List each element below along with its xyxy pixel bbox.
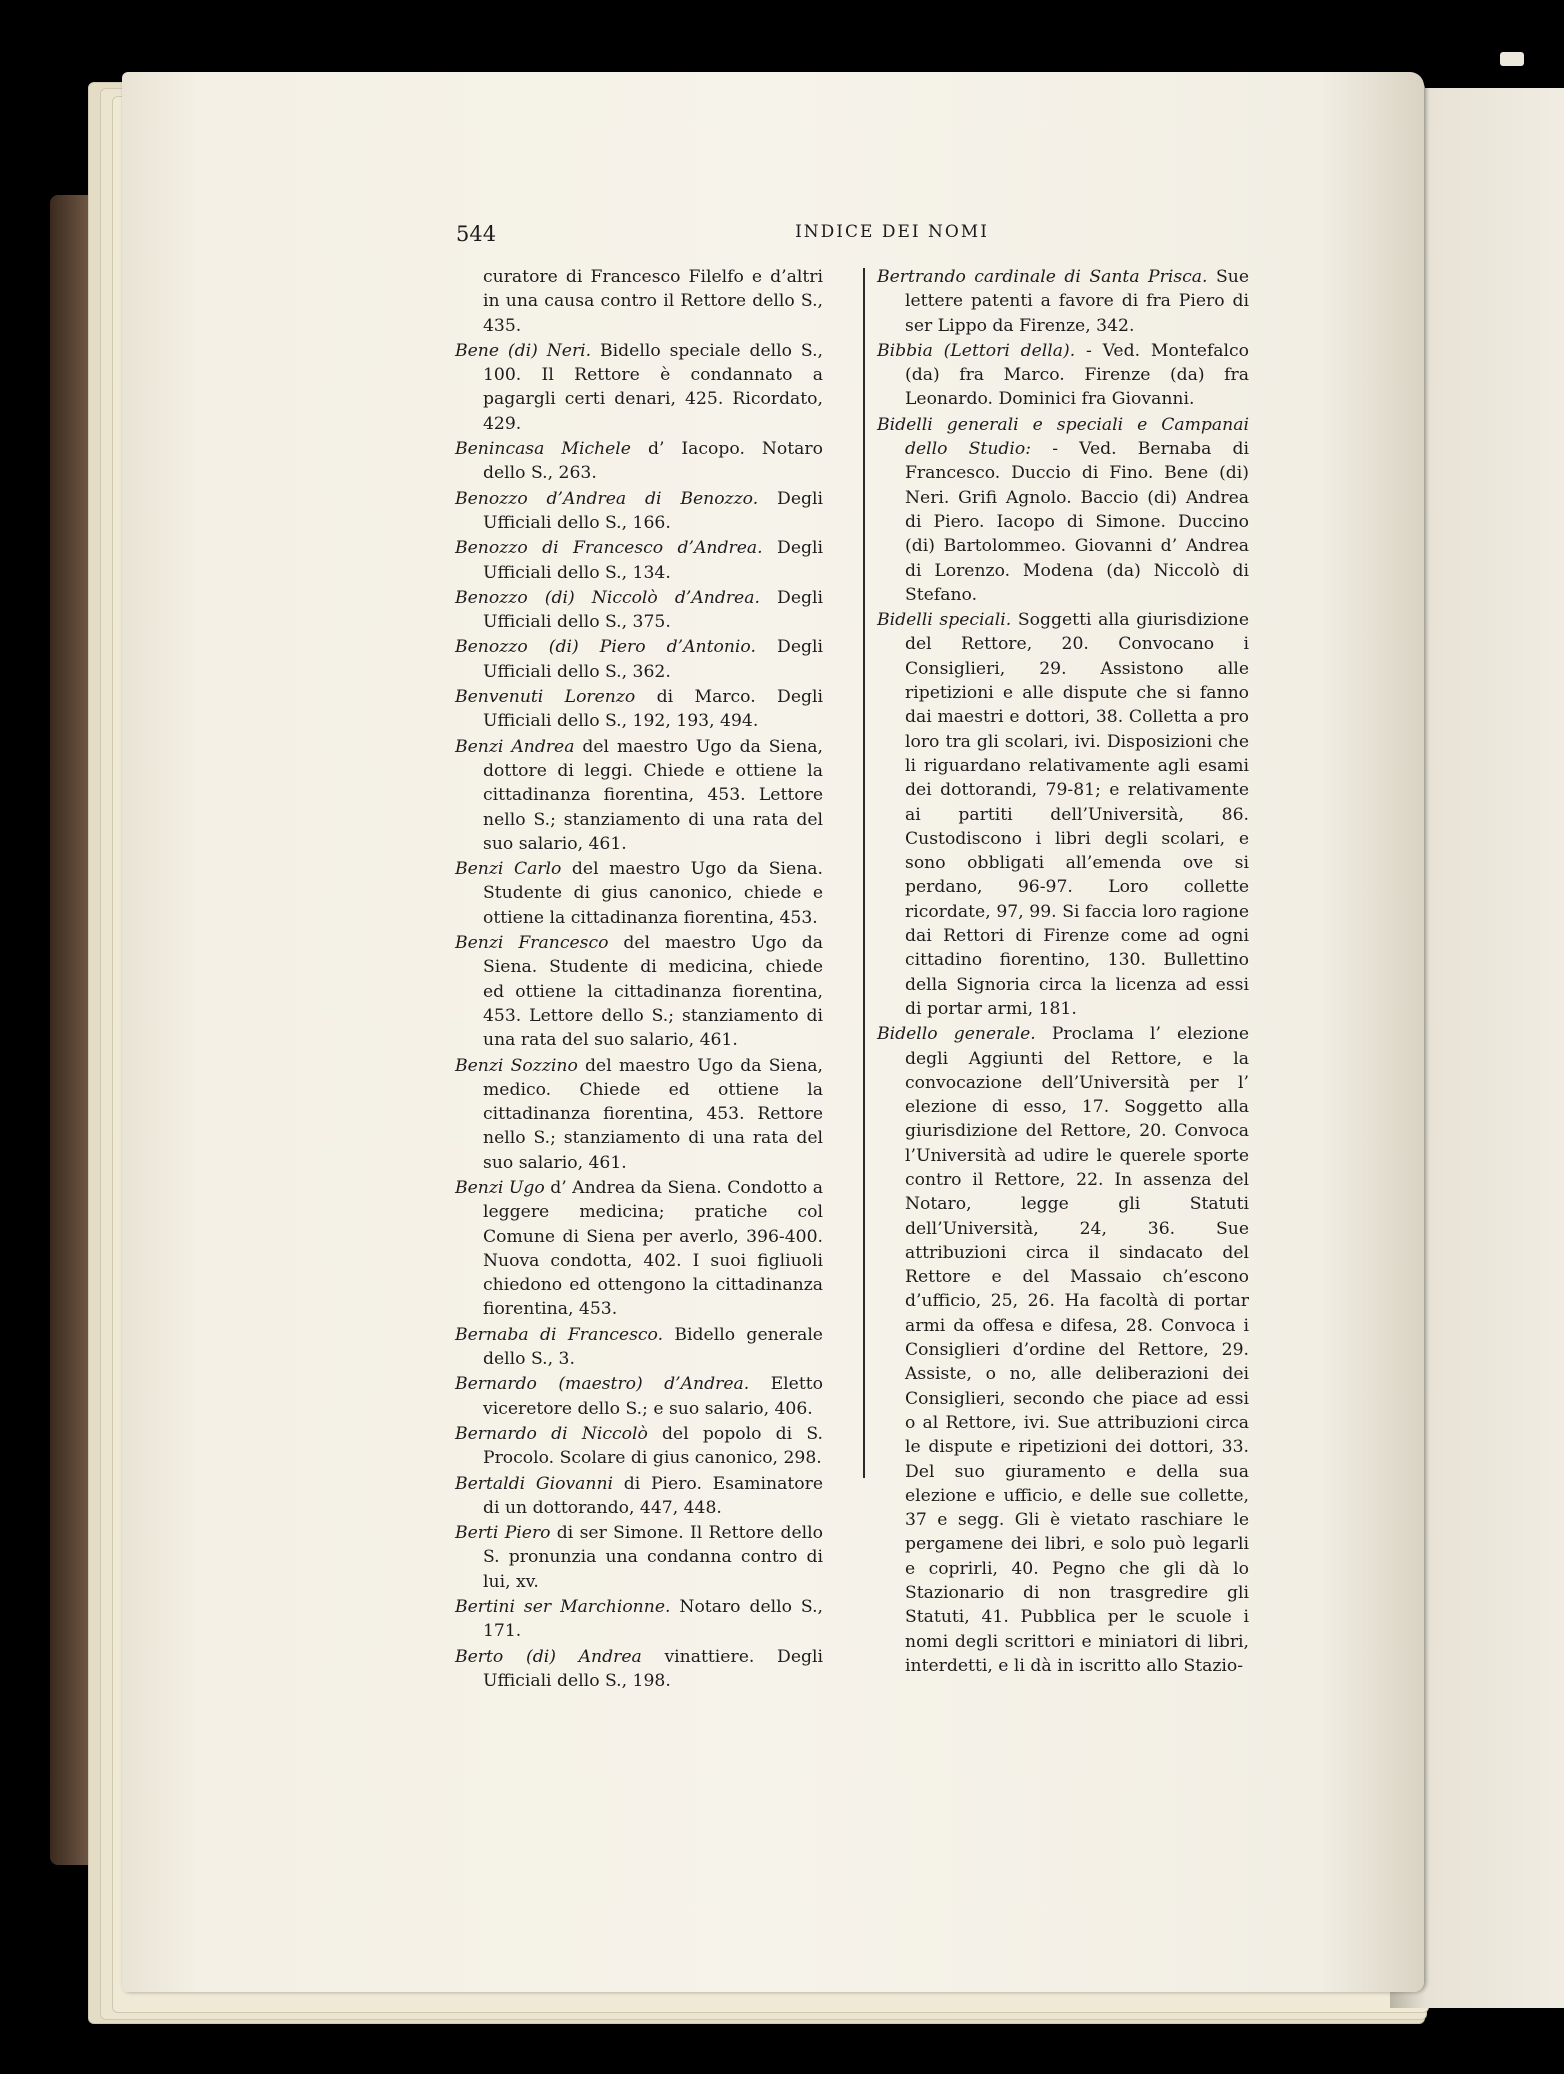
entry-text: vinattiere. Degli Ufficiali dello S., 198. <box>483 1646 823 1691</box>
entry-text: Degli Ufficiali dello S., 166. <box>483 488 823 533</box>
entry-text: di Marco. Degli Ufficiali dello S., 192, 193, 494. <box>483 687 823 732</box>
entry-text: d’ Iacopo. Notaro dello S., 263. <box>483 439 823 484</box>
entry-text: Proclama l’ elezione degli Aggiunti del Rettore, e la convocazione dell’Università per l’ elezione di esso, 17. Soggetto alla giurisdizione del Rettore, 20. Convoca l’Università ad udire le querele sporte contro il Rettore, 22. In assenza del Notaro, legge gli Statuti dell’Università, 24, 36. Sue attribuzioni circa il sindacato del Rettore e del Massaio ch’escono d’ufficio, 25, 26. Ha facoltà di portar armi da offesa e difesa, 28. Convoca i Consiglieri d’ordine del Rettore, 29. Assiste, o no, alle deliberazioni dei Consiglieri, secondo che piace ad essi o al Rettore, ivi. Sue attribuzioni circa le dispute e ripetizioni dei dottori, 33. Del suo giuramento e della sua elezione e ufficio, e delle sue collette, 37 e segg. Gli è vietato raschiare le pergamene dei libri, e solo può legarli e coprirli, 40. Pegno che gli dà lo Stazionario di non trasgredire gli Statuti, 41. Pubblica per le scuole i nomi degli scrittori e miniatori di libri, interdetti, e li dà in iscritto allo Stazio- <box>905 1024 1249 1676</box>
entry-text: d’ Andrea da Siena. Condotto a leggere medicina; pratiche col Comune di Siena per averlo, 396-400. Nuova condotta, 402. I suoi figliuoli chiedono ed ottengono la cittadinanza fiorentina, 453. <box>483 1177 823 1320</box>
entry-name: Berto (di) Andrea <box>455 1646 642 1667</box>
index-entry <box>455 487 823 536</box>
index-entry <box>877 339 1249 412</box>
index-entry <box>877 265 1249 338</box>
entry-name: Bidelli generali e speciali e Campanai dello Studio: <box>877 414 1249 460</box>
entry-text: del maestro Ugo da Siena, dottore di leggi. Chiede e ottiene la cittadinanza fiorentina, 453. Lettore nello S.; stanziamento di una rata del suo salario, 461. <box>483 736 823 854</box>
entry-text: del maestro Ugo da Siena, medico. Chiede ed ottiene la cittadinanza fiorentina, 453. Rettore nello S.; stanziamento di una rata del suo salario, 461. <box>483 1055 823 1173</box>
entry-text: - Ved. Bernaba di Francesco. Duccio di Fino. Bene (di) Neri. Grifi Agnolo. Baccio (di) Andrea di Piero. Iacopo di Simone. Duccino (di) Bartolommeo. Giovanni d’ Andrea di Lorenzo. Modena (da) Niccolò di Stefano. <box>905 439 1250 605</box>
index-entry <box>455 1323 823 1372</box>
entry-name: Benozzo (di) Piero d’Antonio. <box>455 637 756 658</box>
index-entry <box>455 1372 823 1421</box>
entry-name: Benozzo (di) Niccolò d’Andrea. <box>455 587 760 608</box>
entry-name: Benvenuti Lorenzo <box>455 687 636 708</box>
index-column-left <box>455 265 823 1694</box>
entry-text: Bidello generale dello S., 3. <box>483 1324 823 1370</box>
index-entry <box>455 1054 823 1175</box>
index-entry <box>455 1595 823 1644</box>
index-entry <box>455 635 823 684</box>
index-entry <box>455 339 823 436</box>
entry-text: Soggetti alla giurisdizione del Rettore, 20. Convocano i Consiglieri, 29. Assistono alle ripetizioni e alle dispute che si fanno dai maestri e dottori, 38. Colletta a pro loro tra gli scolari, ivi. Disposizioni che li riguardano relativamente agli esami dei dottorandi, 79-81; e relativamente ai partiti dell’Università, 86. Custodiscono i libri degli scolari, e sono obbligati all’emenda ove si perdano, 96-97. Loro collette ricordate, 97, 99. Si faccia loro ragione dai Rettori di Firenze come ad ogni cittadino fiorentino, 130. Bullettino della Signoria circa la licenza ad essi di portar armi, 181. <box>905 610 1249 1019</box>
index-entry <box>455 1176 823 1322</box>
entry-text: - Ved. Montefalco (da) fra Marco. Firenze (da) fra Leonardo. Dominici fra Giovanni. <box>905 340 1250 410</box>
entry-name: Benincasa Michele <box>455 439 631 460</box>
paper-fragment <box>1500 52 1524 66</box>
entry-text: di Piero. Esaminatore di un dottorando, 447, 448. <box>483 1473 823 1518</box>
entry-name: Berti Piero <box>455 1523 551 1544</box>
index-entry <box>455 1472 823 1521</box>
entry-name: Bertrando cardinale di Santa Prisca. <box>877 267 1208 287</box>
index-entry <box>455 931 823 1052</box>
index-entry <box>455 1521 823 1594</box>
entry-name: Bibbia (Lettori della). <box>877 340 1076 361</box>
index-entry <box>455 437 823 486</box>
entry-text: Notaro dello S., 171. <box>483 1597 824 1642</box>
index-entry <box>877 413 1249 607</box>
entry-name: Benzi Andrea <box>455 736 575 757</box>
entry-text: del popolo di S. Procolo. Scolare di gius canonico, 298. <box>483 1423 823 1469</box>
running-head: INDICE DEI NOMI <box>795 222 989 242</box>
entry-text: Degli Ufficiali dello S., 375. <box>483 587 823 633</box>
index-entry <box>455 685 823 734</box>
index-entry <box>455 265 823 338</box>
index-column-right <box>877 265 1249 1679</box>
index-entry <box>455 857 823 930</box>
entry-name: Bernardo (maestro) d’Andrea. <box>455 1374 750 1395</box>
page-header <box>0 222 1564 254</box>
entry-text: di ser Simone. Il Rettore dello S. pronunzia una condanna contro di lui, xv. <box>483 1523 824 1592</box>
entry-name: Benzi Ugo <box>455 1177 545 1198</box>
page-number: 544 <box>456 222 497 246</box>
entry-name: Bertaldi Giovanni <box>455 1473 614 1494</box>
entry-text: Bidello speciale dello S., 100. Il Rettore è condannato a pagargli certi denari, 425. Ricordato, 429. <box>483 340 823 434</box>
entry-text: Degli Ufficiali dello S., 134. <box>483 538 823 583</box>
index-entry <box>455 586 823 635</box>
entry-text: del maestro Ugo da Siena. Studente di gius canonico, chiede e ottiene la cittadinanza fiorentina, 453. <box>483 859 823 928</box>
entry-text: curatore di Francesco Filelfo e d’altri in una causa contro il Rettore dello S., 435. <box>483 267 823 336</box>
entry-text: Eletto viceretore dello S.; e suo salario, 406. <box>483 1374 823 1419</box>
entry-name: Bernardo di Niccolò <box>455 1423 648 1444</box>
index-entry <box>455 1645 823 1694</box>
index-entry <box>455 1422 823 1471</box>
entry-name: Bidelli speciali. <box>877 610 1012 631</box>
column-divider <box>863 268 865 1478</box>
index-entry <box>877 608 1249 1021</box>
index-entry <box>455 735 823 856</box>
entry-name: Bertini ser Marchionne. <box>455 1597 671 1618</box>
entry-name: Benzi Sozzino <box>455 1055 578 1076</box>
entry-name: Benozzo di Francesco d’Andrea. <box>455 538 763 559</box>
entry-name: Benzi Francesco <box>455 933 609 954</box>
entry-name: Benozzo d’Andrea di Benozzo. <box>455 488 759 509</box>
entry-text: Sue lettere patenti a favore di fra Piero di ser Lippo da Firenze, 342. <box>905 267 1249 336</box>
index-entry <box>455 536 823 585</box>
entry-name: Bidello generale. <box>877 1024 1036 1045</box>
entry-name: Bene (di) Neri. <box>455 340 592 361</box>
entry-text: Degli Ufficiali dello S., 362. <box>483 637 823 682</box>
entry-name: Benzi Carlo <box>455 859 562 880</box>
entry-name: Bernaba di Francesco. <box>455 1324 664 1345</box>
index-entry <box>877 1022 1249 1678</box>
entry-text: del maestro Ugo da Siena. Studente di medicina, chiede ed ottiene la cittadinanza fiorentina, 453. Lettore dello S.; stanziamento di una rata del suo salario, 461. <box>483 933 824 1051</box>
